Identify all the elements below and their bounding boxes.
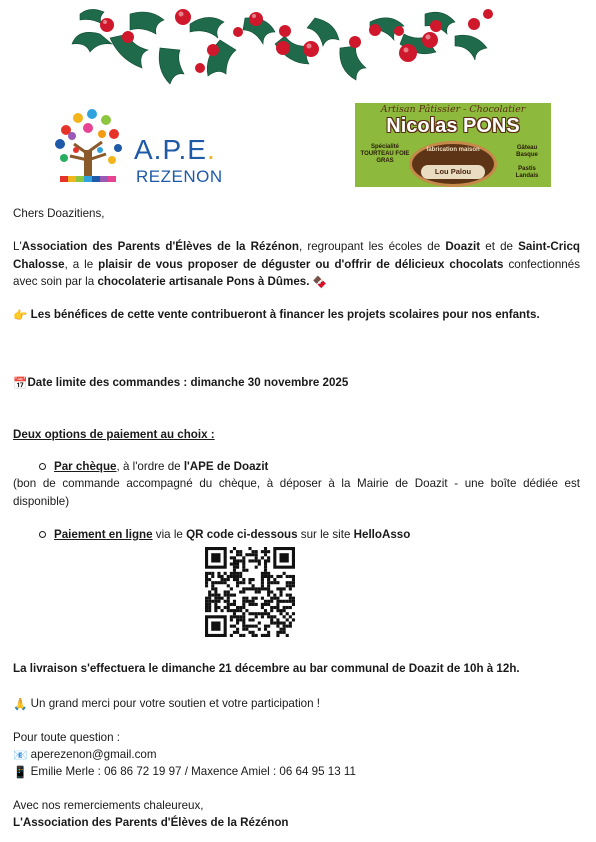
contact-email	[13, 746, 580, 765]
helloasso-qr-code[interactable]	[205, 547, 295, 637]
bullet-icon	[39, 463, 46, 470]
payment-option-cheque: Par chèque, à l'ordre de l'APE de Doazit	[54, 460, 269, 473]
payment-option-online: Paiement en ligne via le QR code ci-dessous sur le site HelloAsso	[54, 528, 411, 541]
thanks-line: 🙏 Un grand merci pour votre soutien et votre participation !	[13, 695, 580, 714]
payment-title: Deux options de paiement au choix :	[13, 428, 215, 441]
contact-phones: 📱 Emilie Merle : 06 86 72 19 97 / Maxence Amiel : 06 64 95 13 11	[13, 763, 580, 782]
calendar-icon: 📅	[13, 377, 28, 390]
delivery-info: La livraison s'effectuera le dimanche 21 décembre au bar communal de Doazit de 10h à 12h.	[13, 662, 520, 675]
intro-paragraph: L'Association des Parents d'Élèves de la Rézénon, regroupant les écoles de Doazit et de Saint-Cricq Chalosse, a le plaisir de vous proposer de déguster ou d'offrir de délicieux chocolats confectionnés avec soin par la chocolaterie artisanale Pons à Dûmes. 🍫	[13, 238, 580, 292]
ape-subtitle: REZENON	[136, 167, 223, 186]
ape-title: A.P.E.	[134, 134, 216, 165]
cheque-note: (bon de commande accompagné du chèque, à déposer à la Mairie de Doazit - une boîte dédiée est disponible)	[13, 477, 580, 508]
email-link[interactable]: aperezenon@gmail.com	[30, 748, 157, 761]
pons-badge: Lou Palou	[421, 165, 485, 179]
pointing-hand-icon: 👉	[13, 309, 28, 322]
nicolas-pons-logo	[355, 103, 551, 187]
greeting: Chers Doazitiens,	[13, 207, 105, 220]
holly-garland-decoration	[70, 4, 502, 96]
email-icon: 📧	[13, 749, 28, 762]
phone-icon: 📱	[13, 766, 28, 779]
contact-title: Pour toute question :	[13, 731, 120, 744]
pons-left-note: Spécialité TOURTEAU FOIE GRAS	[360, 144, 410, 164]
bullet-icon	[39, 531, 46, 538]
ape-rezenon-logo	[46, 104, 236, 188]
pons-tagline: Artisan Pâtissier - Chocolatier	[380, 104, 526, 115]
chocolate-icon: 🍫	[312, 276, 328, 290]
benefits-paragraph: 👉 Les bénéfices de cette vente contribueront à financer les projets scolaires pour nos enfants.	[13, 306, 580, 325]
pons-right-note: Gâteau Basque Pastis Landais	[515, 145, 539, 179]
pons-center-note: fabrication maison	[426, 147, 480, 153]
closing: Avec nos remerciements chaleureux,	[13, 799, 204, 812]
signature: L'Association des Parents d'Élèves de la Rézénon	[13, 816, 289, 829]
colorful-tree-logo-icon	[46, 104, 130, 188]
deadline: 📅Date limite des commandes : dimanche 30 novembre 2025	[13, 374, 580, 393]
praying-hands-icon: 🙏	[13, 698, 28, 711]
pons-name: Nicolas PONS	[386, 115, 520, 137]
